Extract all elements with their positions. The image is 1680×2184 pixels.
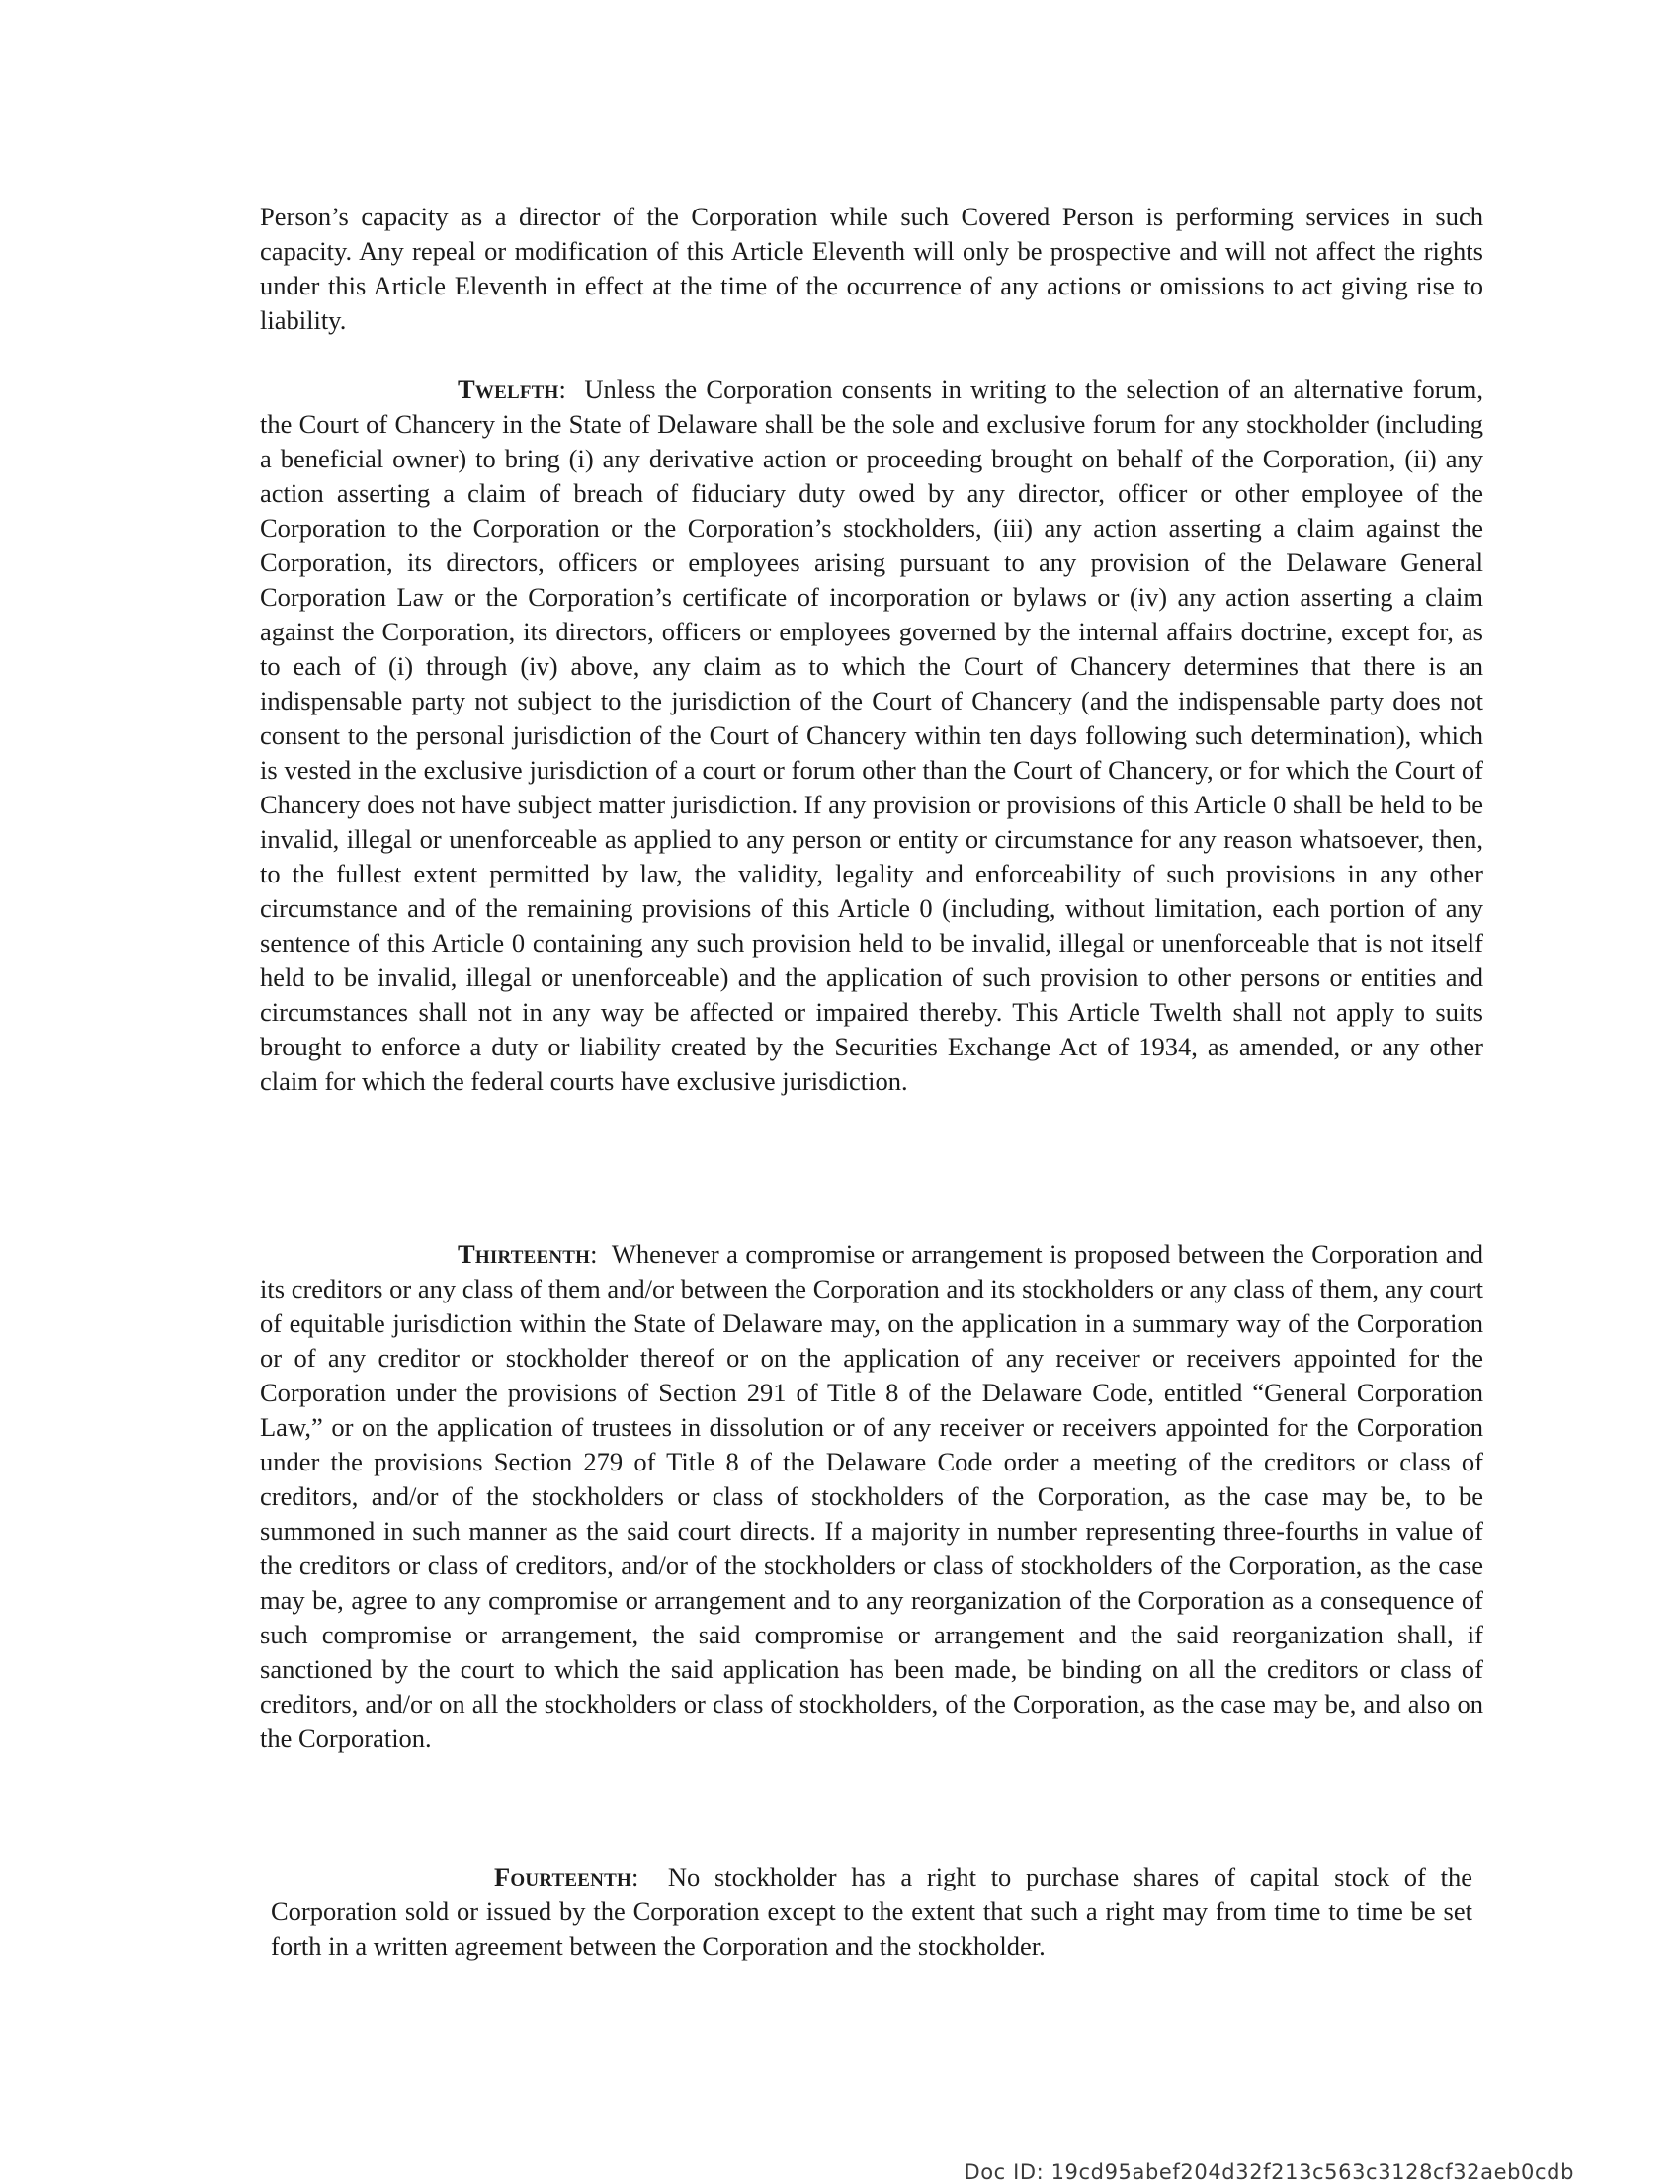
heading-separator: : <box>590 1239 598 1269</box>
paragraph-continuation-text: Person’s capacity as a director of the Corporation while such Covered Person is performing services in such capacity. Any repeal or modification of this Article Eleventh will only be prospective and will not affect the rights under this Article Eleventh in effect at the time of the occurrence of any actions or omissions to act giving rise to liability. <box>260 202 1483 335</box>
article-heading-twelfth: Twelfth <box>458 375 559 404</box>
paragraph-thirteenth <box>260 1237 1483 1756</box>
paragraph-thirteenth-text: Whenever a compromise or arrangement is proposed between the Corporation and its creditors or any class of them and/or between the Corporation and its stockholders or any class of them, any court of equitable jurisdiction within the State of Delaware may, on the application in a summary way of the Corporation or of any creditor or stockholder thereof or on the application of any receiver or receivers appointed for the Corporation under the provisions of Section 291 of Title 8 of the Delaware Code, entitled “General Corporation Law,” or on the application of trustees in dissolution or of any receiver or receivers appointed for the Corporation under the provisions Section 279 of Title 8 of the Delaware Code order a meeting of the creditors or class of creditors, and/or of the stockholders or class of stockholders of the Corporation, as the case may be, to be summoned in such manner as the said court directs. If a majority in number representing three-fourths in value of the creditors or class of creditors, and/or of the stockholders or class of stockholders of the Corporation, as the case may be, agree to any compromise or arrangement and to any reorganization of the Corporation as a consequence of such compromise or arrangement, the said compromise or arrangement and the said reorganization shall, if sanctioned by the court to which the said application has been made, be binding on all the creditors or class of creditors, and/or on all the stockholders or class of stockholders, of the Corporation, as the case may be, and also on the Corporation. <box>260 1239 1483 1753</box>
article-heading-fourteenth: Fourteenth <box>494 1862 631 1891</box>
heading-separator: : <box>630 1862 639 1891</box>
heading-separator: : <box>558 375 566 404</box>
paragraph-fourteenth-text: No stockholder has a right to purchase shares of capital stock of the Corporation sold or issued by the Corporation except to the extent that such a right may from time to time be set forth in a written agreement between the Corporation and the stockholder. <box>271 1862 1473 1961</box>
paragraph-twelfth-text: Unless the Corporation consents in writing to the selection of an alternative forum, the Court of Chancery in the State of Delaware shall be the sole and exclusive forum for any stockholder (including a beneficial owner) to bring (i) any derivative action or proceeding brought on behalf of the Corporation, (ii) any action asserting a claim of breach of fiduciary duty owed by any director, officer or other employee of the Corporation to the Corporation or the Corporation’s stockholders, (iii) any action asserting a claim against the Corporation, its directors, officers or employees arising pursuant to any provision of the Delaware General Corporation Law or the Corporation’s certificate of incorporation or bylaws or (iv) any action asserting a claim against the Corporation, its directors, officers or employees governed by the internal affairs doctrine, except for, as to each of (i) through (iv) above, any claim as to which the Court of Chancery determines that there is an indispensable party not subject to the jurisdiction of the Court of Chancery (and the indispensable party does not consent to the personal jurisdiction of the Court of Chancery within ten days following such determination), which is vested in the exclusive jurisdiction of a court or forum other than the Court of Chancery, or for which the Court of Chancery does not have subject matter jurisdiction. If any provision or provisions of this Article 0 shall be held to be invalid, illegal or unenforceable as applied to any person or entity or circumstance for any reason whatsoever, then, to the fullest extent permitted by law, the validity, legality and enforceability of such provisions in any other circumstance and of the remaining provisions of this Article 0 (including, without limitation, each portion of any sentence of this Article 0 containing any such provision held to be invalid, illegal or unenforceable that is not itself held to be invalid, illegal or unenforceable) and the application of such provision to other persons or entities and circumstances shall not in any way be affected or impaired thereby. This Article Twelth shall not apply to suits brought to enforce a duty or liability created by the Securities Exchange Act of 1934, as amended, or any other claim for which the federal courts have exclusive jurisdiction. <box>260 375 1484 1096</box>
article-heading-thirteenth: Thirteenth <box>458 1239 591 1269</box>
paragraph-twelfth <box>260 373 1483 1099</box>
doc-id-footer: Doc ID: 19cd95abef204d32f213c563c3128cf32aeb0cdb <box>964 2160 1574 2184</box>
paragraph-fourteenth <box>271 1860 1472 1964</box>
paragraph-continuation <box>260 200 1483 338</box>
